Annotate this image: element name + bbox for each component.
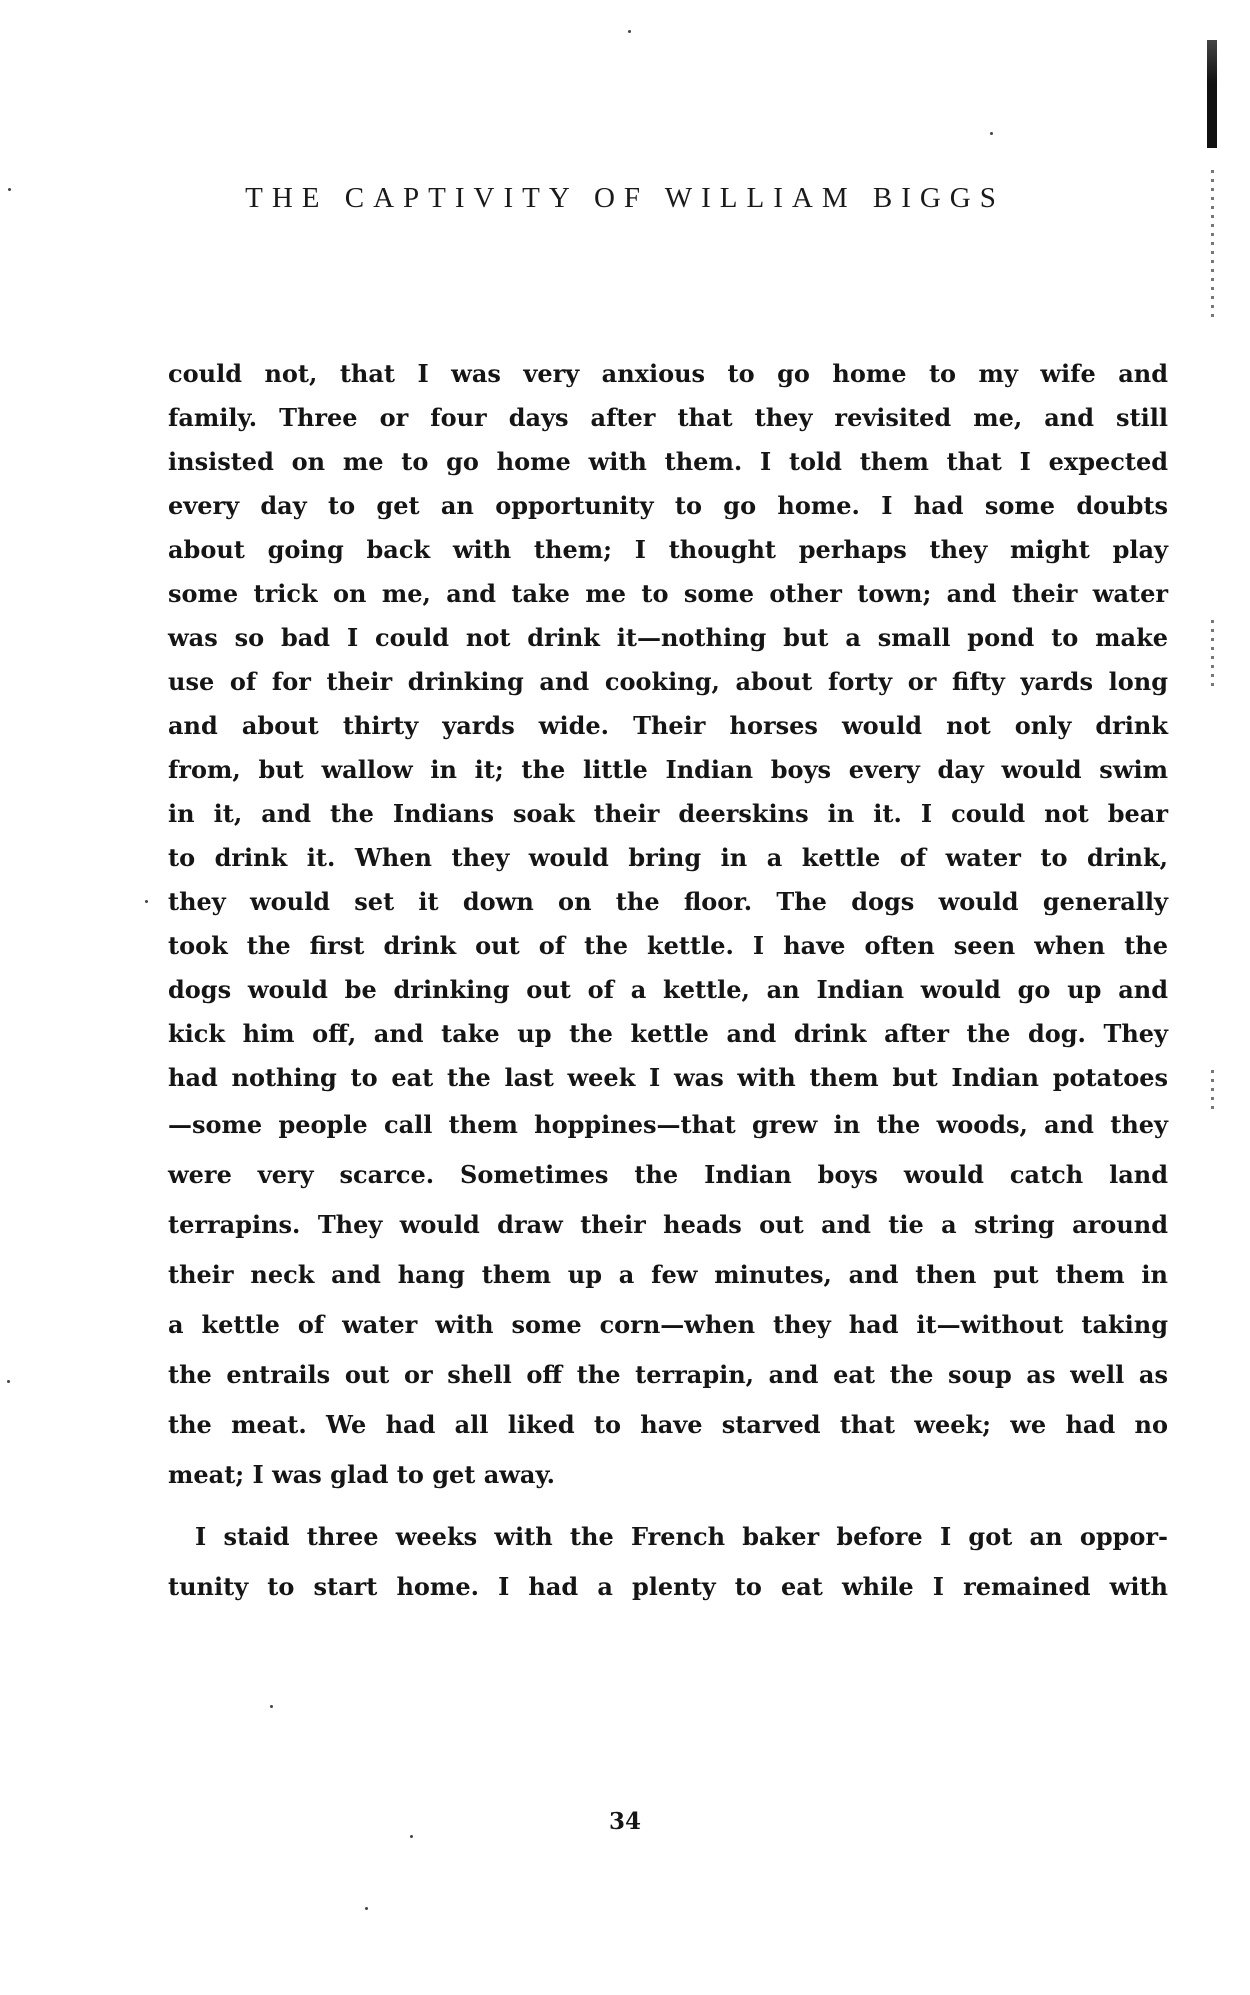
text-line: were very scarce. Sometimes the Indian boys would catch land [168,1160,1168,1189]
text-line: meat; I was glad to get away. [168,1460,556,1489]
edge-speckle [1211,620,1214,690]
running-head: THE CAPTIVITY OF WILLIAM BIGGS [245,182,1005,214]
text-line: from, but wallow in it; the little Indian boys every day would swim [168,755,1168,784]
print-speck [410,1835,413,1838]
edge-speckle [1211,1070,1214,1110]
text-line: the meat. We had all liked to have starved that week; we had no [168,1410,1168,1439]
text-line: I staid three weeks with the French baker before I got an oppor- [195,1522,1168,1551]
print-speck [365,1907,368,1910]
text-line: tunity to start home. I had a plenty to eat while I remained with [168,1572,1168,1601]
text-line: took the first drink out of the kettle. I have often seen when the [168,931,1168,960]
paragraph-1 [168,352,1168,1100]
text-line: they would set it down on the floor. The dogs would generally [168,887,1168,916]
text-line: kick him off, and take up the kettle and drink after the dog. They [168,1019,1168,1048]
text-line: and about thirty yards wide. Their horses would not only drink [168,711,1168,740]
print-speck [270,1705,273,1708]
print-speck [628,30,631,33]
binding-edge-mark [1207,40,1217,148]
text-line: insisted on me to go home with them. I told them that I expected [168,447,1168,476]
paragraph-gap [168,1500,1168,1512]
text-line: —some people call them hoppines—that grew in the woods, and they [168,1110,1168,1139]
print-speck [7,1380,10,1383]
print-speck [990,132,993,135]
text-line: to drink it. When they would bring in a kettle of water to drink, [168,843,1168,872]
text-line: use of for their drinking and cooking, about forty or fifty yards long [168,667,1168,696]
paragraph-1-continued [168,1100,1168,1612]
body-text [168,352,1168,1612]
text-line: in it, and the Indians soak their deerskins in it. I could not bear [168,799,1168,828]
print-speck [145,900,148,903]
text-line: terrapins. They would draw their heads out and tie a string around [168,1210,1168,1239]
text-line: could not, that I was very anxious to go home to my wife and [168,359,1168,388]
text-line: some trick on me, and take me to some other town; and their water [168,579,1168,608]
text-line: about going back with them; I thought perhaps they might play [168,535,1168,564]
page-number: 34 [608,1808,641,1835]
text-line: family. Three or four days after that they revisited me, and still [168,403,1168,432]
text-line: their neck and hang them up a few minutes, and then put them in [168,1260,1168,1289]
text-line: every day to get an opportunity to go home. I had some doubts [168,491,1168,520]
text-line: a kettle of water with some corn—when they had it—without taking [168,1310,1168,1339]
text-line: the entrails out or shell off the terrapin, and eat the soup as well as [168,1360,1168,1389]
text-line: had nothing to eat the last week I was with them but Indian potatoes [168,1063,1168,1092]
text-line: was so bad I could not drink it—nothing but a small pond to make [168,623,1168,652]
text-line: dogs would be drinking out of a kettle, an Indian would go up and [168,975,1168,1004]
